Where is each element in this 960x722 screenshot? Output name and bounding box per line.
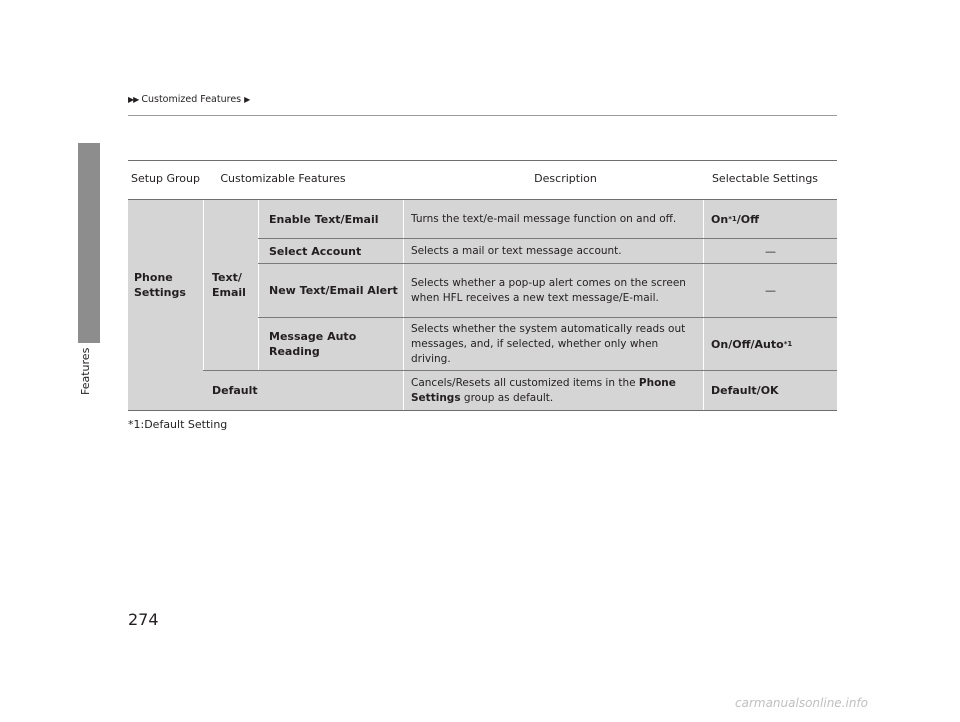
setting-option: Off [740,212,760,226]
settings-table [128,160,837,411]
col-sep [203,200,204,370]
header-setup-group: Setup Group [130,172,200,186]
footnote-ref: *1 [783,339,793,348]
group-phone-settings: Phone Settings [134,271,186,299]
description-select-account: Selects a mail or text message account. [411,244,622,257]
feature-enable-text-email: Enable Text/Email [269,212,379,226]
col-sep [403,200,404,411]
footnote: *1:Default Setting [128,418,228,431]
breadcrumb-text[interactable]: Customized Features [141,94,242,105]
setting-separator: / [750,337,755,351]
setting-separator: / [736,212,741,226]
settings-select-account: — [765,244,776,258]
page-number: 274 [128,610,159,629]
feature-new-text-email-alert: New Text/Email Alert [269,284,398,297]
footnote-ref: *1 [728,214,737,223]
settings-enable-text-email [711,200,837,238]
header-customizable-features: Customizable Features [220,172,346,186]
setting-option: Default [711,384,757,397]
header-rule [128,115,837,116]
setting-option: On [711,337,729,351]
table-bottom-rule [128,410,837,411]
feature-default: Default [212,384,258,397]
breadcrumb[interactable] [128,94,249,105]
description-new-text-email-alert: Selects whether a pop-up alert comes on the screen when HFL receives a new text message/E-mail. [411,276,686,304]
setting-option: OK [760,384,779,397]
feature-select-account: Select Account [269,244,362,258]
description-enable-text-email: Turns the text/e-mail message function on and off. [411,212,677,225]
description-text: group as default. [460,391,554,404]
setting-option: On [711,212,729,226]
header-description: Description [534,172,597,186]
setting-option: Auto [754,337,784,351]
section-tab [78,143,100,343]
setting-option: Off [732,337,751,351]
description-message-auto-reading: Selects whether the system automatically reads out messages, and, if selected, whether only when driving. [411,322,686,365]
settings-default [711,371,837,410]
feature-message-auto-reading: Message Auto Reading [269,330,357,358]
breadcrumb-marker-icon: ▶▶ [128,95,139,104]
settings-new-text-email-alert: — [765,284,776,297]
setting-separator: / [728,337,733,351]
section-tab-label: Features [79,347,92,395]
settings-message-auto-reading [711,318,837,370]
description-default [411,371,697,410]
description-bold: Phone Settings [411,376,676,404]
description-text: Cancels/Resets all customized items in the [411,376,639,389]
col-sep [258,200,259,370]
subgroup-text-email: Text/ Email [212,271,246,299]
watermark: carmanualsonline.info [735,696,869,710]
setting-separator: / [756,384,761,397]
header-selectable-settings: Selectable Settings [711,172,819,186]
breadcrumb-end-icon: ▶ [244,95,250,104]
